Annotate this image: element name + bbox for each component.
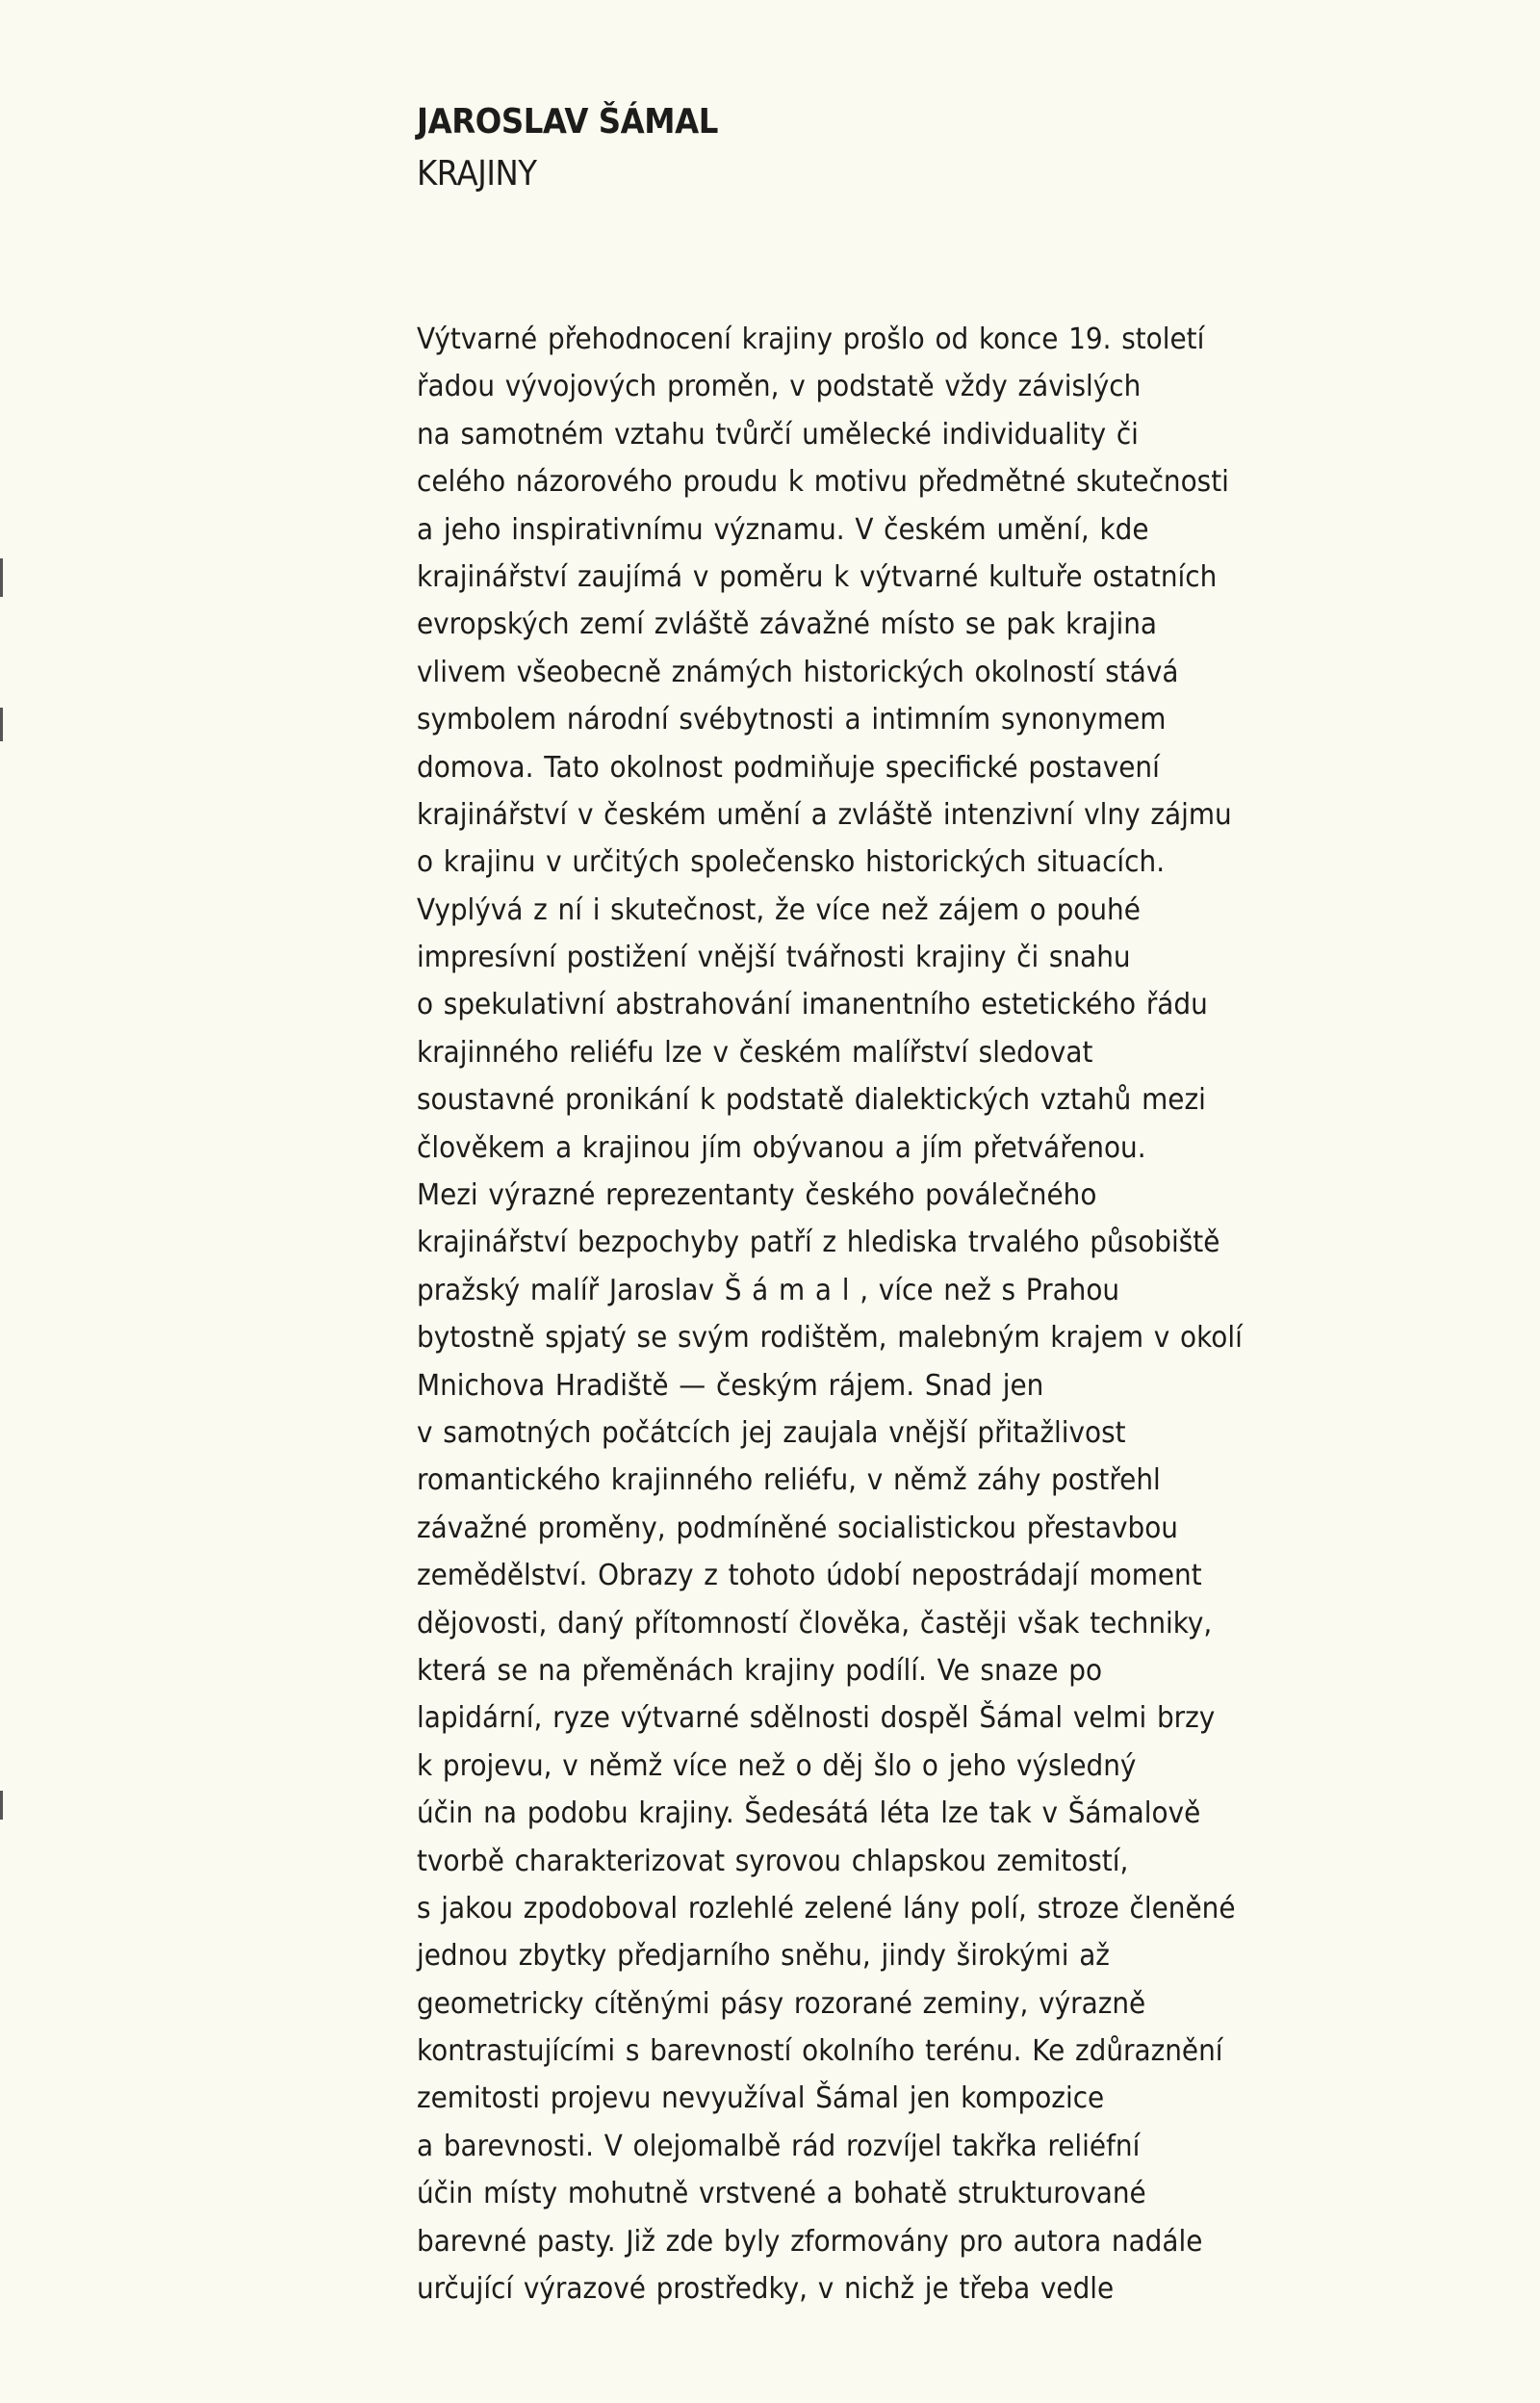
text-line: romantického krajinného reliéfu, v němž záhy postřehl	[417, 1463, 1161, 1498]
text-line: určující výrazové prostředky, v nichž je třeba vedle	[417, 2272, 1115, 2307]
text-line: Mnichova Hradiště — českým rájem. Snad jen	[417, 1368, 1044, 1403]
text-line: impresívní postižení vnější tvářnosti krajiny či snahu	[417, 941, 1131, 975]
text-line: barevné pasty. Již zde byly zformovány pro autora nadále	[417, 2224, 1203, 2259]
text-line: lapidární, ryze výtvarné sdělnosti dospěl Šámal velmi brzy	[417, 1701, 1216, 1736]
margin-mark	[0, 708, 3, 741]
margin-mark	[0, 1791, 3, 1820]
text-line: závažné proměny, podmíněné socialistickou přestavbou	[417, 1511, 1178, 1545]
text-line: krajinářství bezpochyby patří z hlediska trvalého působiště	[417, 1226, 1220, 1260]
text-line: účin místy mohutně vrstvené a bohatě strukturované	[417, 2177, 1146, 2211]
text-line: celého názorového proudu k motivu předmětné skutečnosti	[417, 465, 1229, 500]
text-line: krajinářství v českém umění a zvláště intenzivní vlny zájmu	[417, 797, 1232, 832]
title-heading: KRAJINY	[417, 154, 537, 194]
text-line: zemitosti projevu nevyužíval Šámal jen kompozice	[417, 2081, 1105, 2116]
text-line: řadou vývojových proměn, v podstatě vždy závislých	[417, 370, 1142, 404]
text-line: tvorbě charakterizovat syrovou chlapskou zemitostí,	[417, 1844, 1129, 1878]
text-line: Výtvarné přehodnocení krajiny prošlo od konce 19. století	[417, 323, 1205, 356]
text-line: na samotném vztahu tvůrčí umělecké individuality či	[417, 417, 1139, 452]
margin-mark	[0, 558, 3, 597]
text-line: symbolem národní svébytnosti a intimním synonymem	[417, 703, 1167, 737]
text-line: dějovosti, daný přítomností člověka, častěji však techniky,	[417, 1606, 1213, 1641]
text-line: soustavné pronikání k podstatě dialektických vztahů mezi	[417, 1083, 1206, 1118]
text-line: evropských zemí zvláště závažné místo se pak krajina	[417, 607, 1158, 642]
author-heading: JAROSLAV ŠÁMAL	[417, 102, 718, 142]
text-line: v samotných počátcích jej zaujala vnější přitažlivost	[417, 1415, 1126, 1450]
text-line: bytostně spjatý se svým rodištěm, malebným krajem v okolí	[417, 1321, 1243, 1356]
text-line: Vyplývá z ní i skutečnost, že více než zájem o pouhé	[417, 892, 1141, 927]
text-line: domova. Tato okolnost podmiňuje specifické postavení	[417, 750, 1160, 785]
text-line: člověkem a krajinou jím obývanou a jím přetvářenou.	[417, 1130, 1146, 1165]
text-line: vlivem všeobecně známých historických okolností stává	[417, 655, 1179, 689]
text-line: geometricky cítěnými pásy rozorané zeminy, výrazně	[417, 1986, 1146, 2021]
text-line: s jakou zpodoboval rozlehlé zelené lány polí, stroze členěné	[417, 1891, 1236, 1925]
text-line: a barevnosti. V olejomalbě rád rozvíjel takřka reliéfní	[417, 2129, 1141, 2163]
body-text	[417, 319, 1304, 2315]
text-line: o spekulativní abstrahování imanentního estetického řádu	[417, 988, 1208, 1022]
text-line: krajinného reliéfu lze v českém malířství sledovat	[417, 1035, 1093, 1070]
text-line: zemědělství. Obrazy z tohoto údobí nepostrádají moment	[417, 1559, 1202, 1593]
text-line: Mezi výrazné reprezentanty českého poválečného	[417, 1178, 1097, 1213]
text-line: jednou zbytky předjarního sněhu, jindy širokými až	[417, 1939, 1110, 1974]
text-line: pražský malíř Jaroslav Š á m a l , více než s Prahou	[417, 1273, 1120, 1307]
text-line: a jeho inspirativnímu významu. V českém umění, kde	[417, 512, 1149, 547]
text-line: k projevu, v němž více než o děj šlo o jeho výsledný	[417, 1748, 1137, 1783]
text-line: o krajinu v určitých společensko historických situacích.	[417, 845, 1166, 880]
text-line: krajinářství zaujímá v poměru k výtvarné kultuře ostatních	[417, 559, 1218, 594]
text-line: účin na podobu krajiny. Šedesátá léta lze tak v Šámalově	[417, 1796, 1201, 1831]
text-line: která se na přeměnách krajiny podílí. Ve snaze po	[417, 1653, 1103, 1688]
text-line: kontrastujícími s barevností okolního terénu. Ke zdůraznění	[417, 2034, 1223, 2069]
